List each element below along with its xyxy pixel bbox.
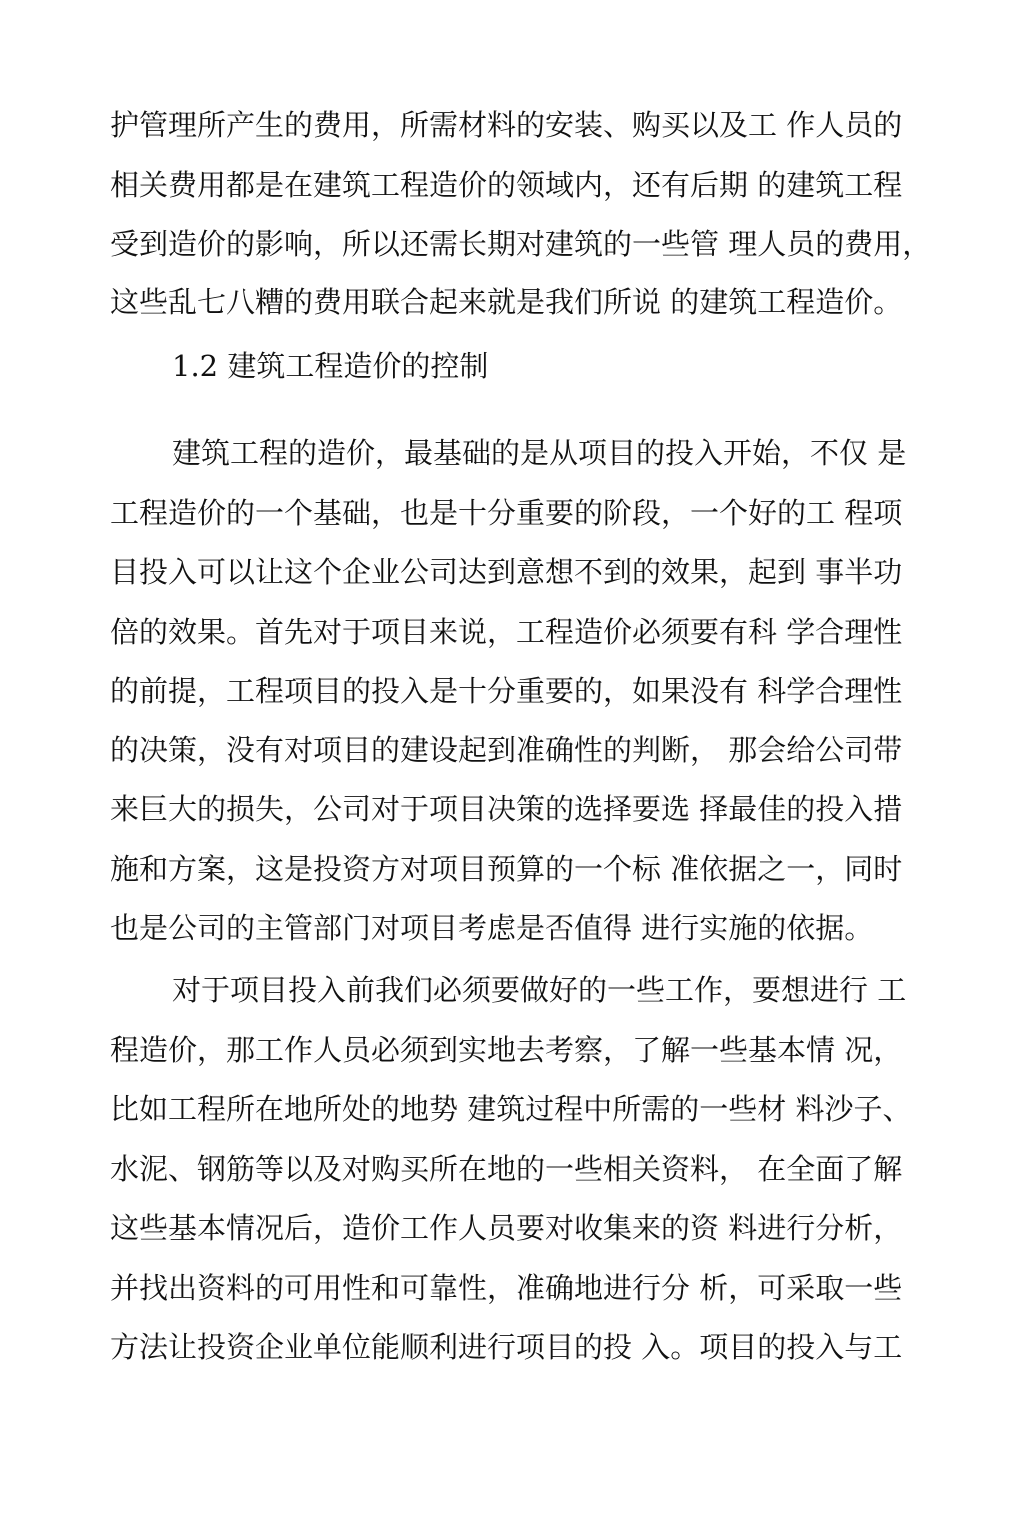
paragraph-line: 护管理所产生的费用，所需材料的安装、购买以及工 作人员的 <box>110 108 903 142</box>
paragraph-line: 施和方案，这是投资方对项目预算的一个标 准依据之一，同时 <box>110 852 903 886</box>
paragraph-line: 对于项目投入前我们必须要做好的一些工作，要想进行 工 <box>172 973 907 1007</box>
paragraph-line: 并找出资料的可用性和可靠性，准确地进行分 析，可采取一些 <box>110 1271 903 1305</box>
paragraph-line: 的决策，没有对项目的建设起到准确性的判断， 那会给公司带 <box>110 733 903 767</box>
paragraph-line: 方法让投资企业单位能顺利进行项目的投 入。项目的投入与工 <box>110 1330 903 1364</box>
paragraph-line: 这些乱七八糟的费用联合起来就是我们所说 的建筑工程造价。 <box>110 285 903 319</box>
paragraph-line: 比如工程所在地所处的地势 建筑过程中所需的一些材 料沙子、 <box>110 1092 912 1126</box>
paragraph-line: 来巨大的损失，公司对于项目决策的选择要选 择最佳的投入措 <box>110 792 903 826</box>
paragraph-line: 的前提，工程项目的投入是十分重要的，如果没有 科学合理性 <box>110 674 903 708</box>
section-heading: 1.2 建筑工程造价的控制 <box>172 349 489 383</box>
paragraph-line: 相关费用都是在建筑工程造价的领域内，还有后期 的建筑工程 <box>110 168 903 202</box>
paragraph-line: 建筑工程的造价，最基础的是从项目的投入开始，不仅 是 <box>172 436 907 470</box>
paragraph-line: 目投入可以让这个企业公司达到意想不到的效果，起到 事半功 <box>110 555 903 589</box>
paragraph-line: 受到造价的影响，所以还需长期对建筑的一些管 理人员的费用， <box>110 227 932 261</box>
paragraph-line: 程造价，那工作人员必须到实地去考察，了解一些基本情 况， <box>110 1033 903 1067</box>
paragraph-line: 倍的效果。首先对于项目来说，工程造价必须要有科 学合理性 <box>110 615 903 649</box>
paragraph-line: 这些基本情况后，造价工作人员要对收集来的资 料进行分析， <box>110 1211 903 1245</box>
paragraph-line: 工程造价的一个基础，也是十分重要的阶段，一个好的工 程项 <box>110 496 903 530</box>
paragraph-line: 水泥、钢筋等以及对购买所在地的一些相关资料， 在全面了解 <box>110 1152 903 1186</box>
paragraph-line: 也是公司的主管部门对项目考虑是否值得 进行实施的依据。 <box>110 911 874 945</box>
